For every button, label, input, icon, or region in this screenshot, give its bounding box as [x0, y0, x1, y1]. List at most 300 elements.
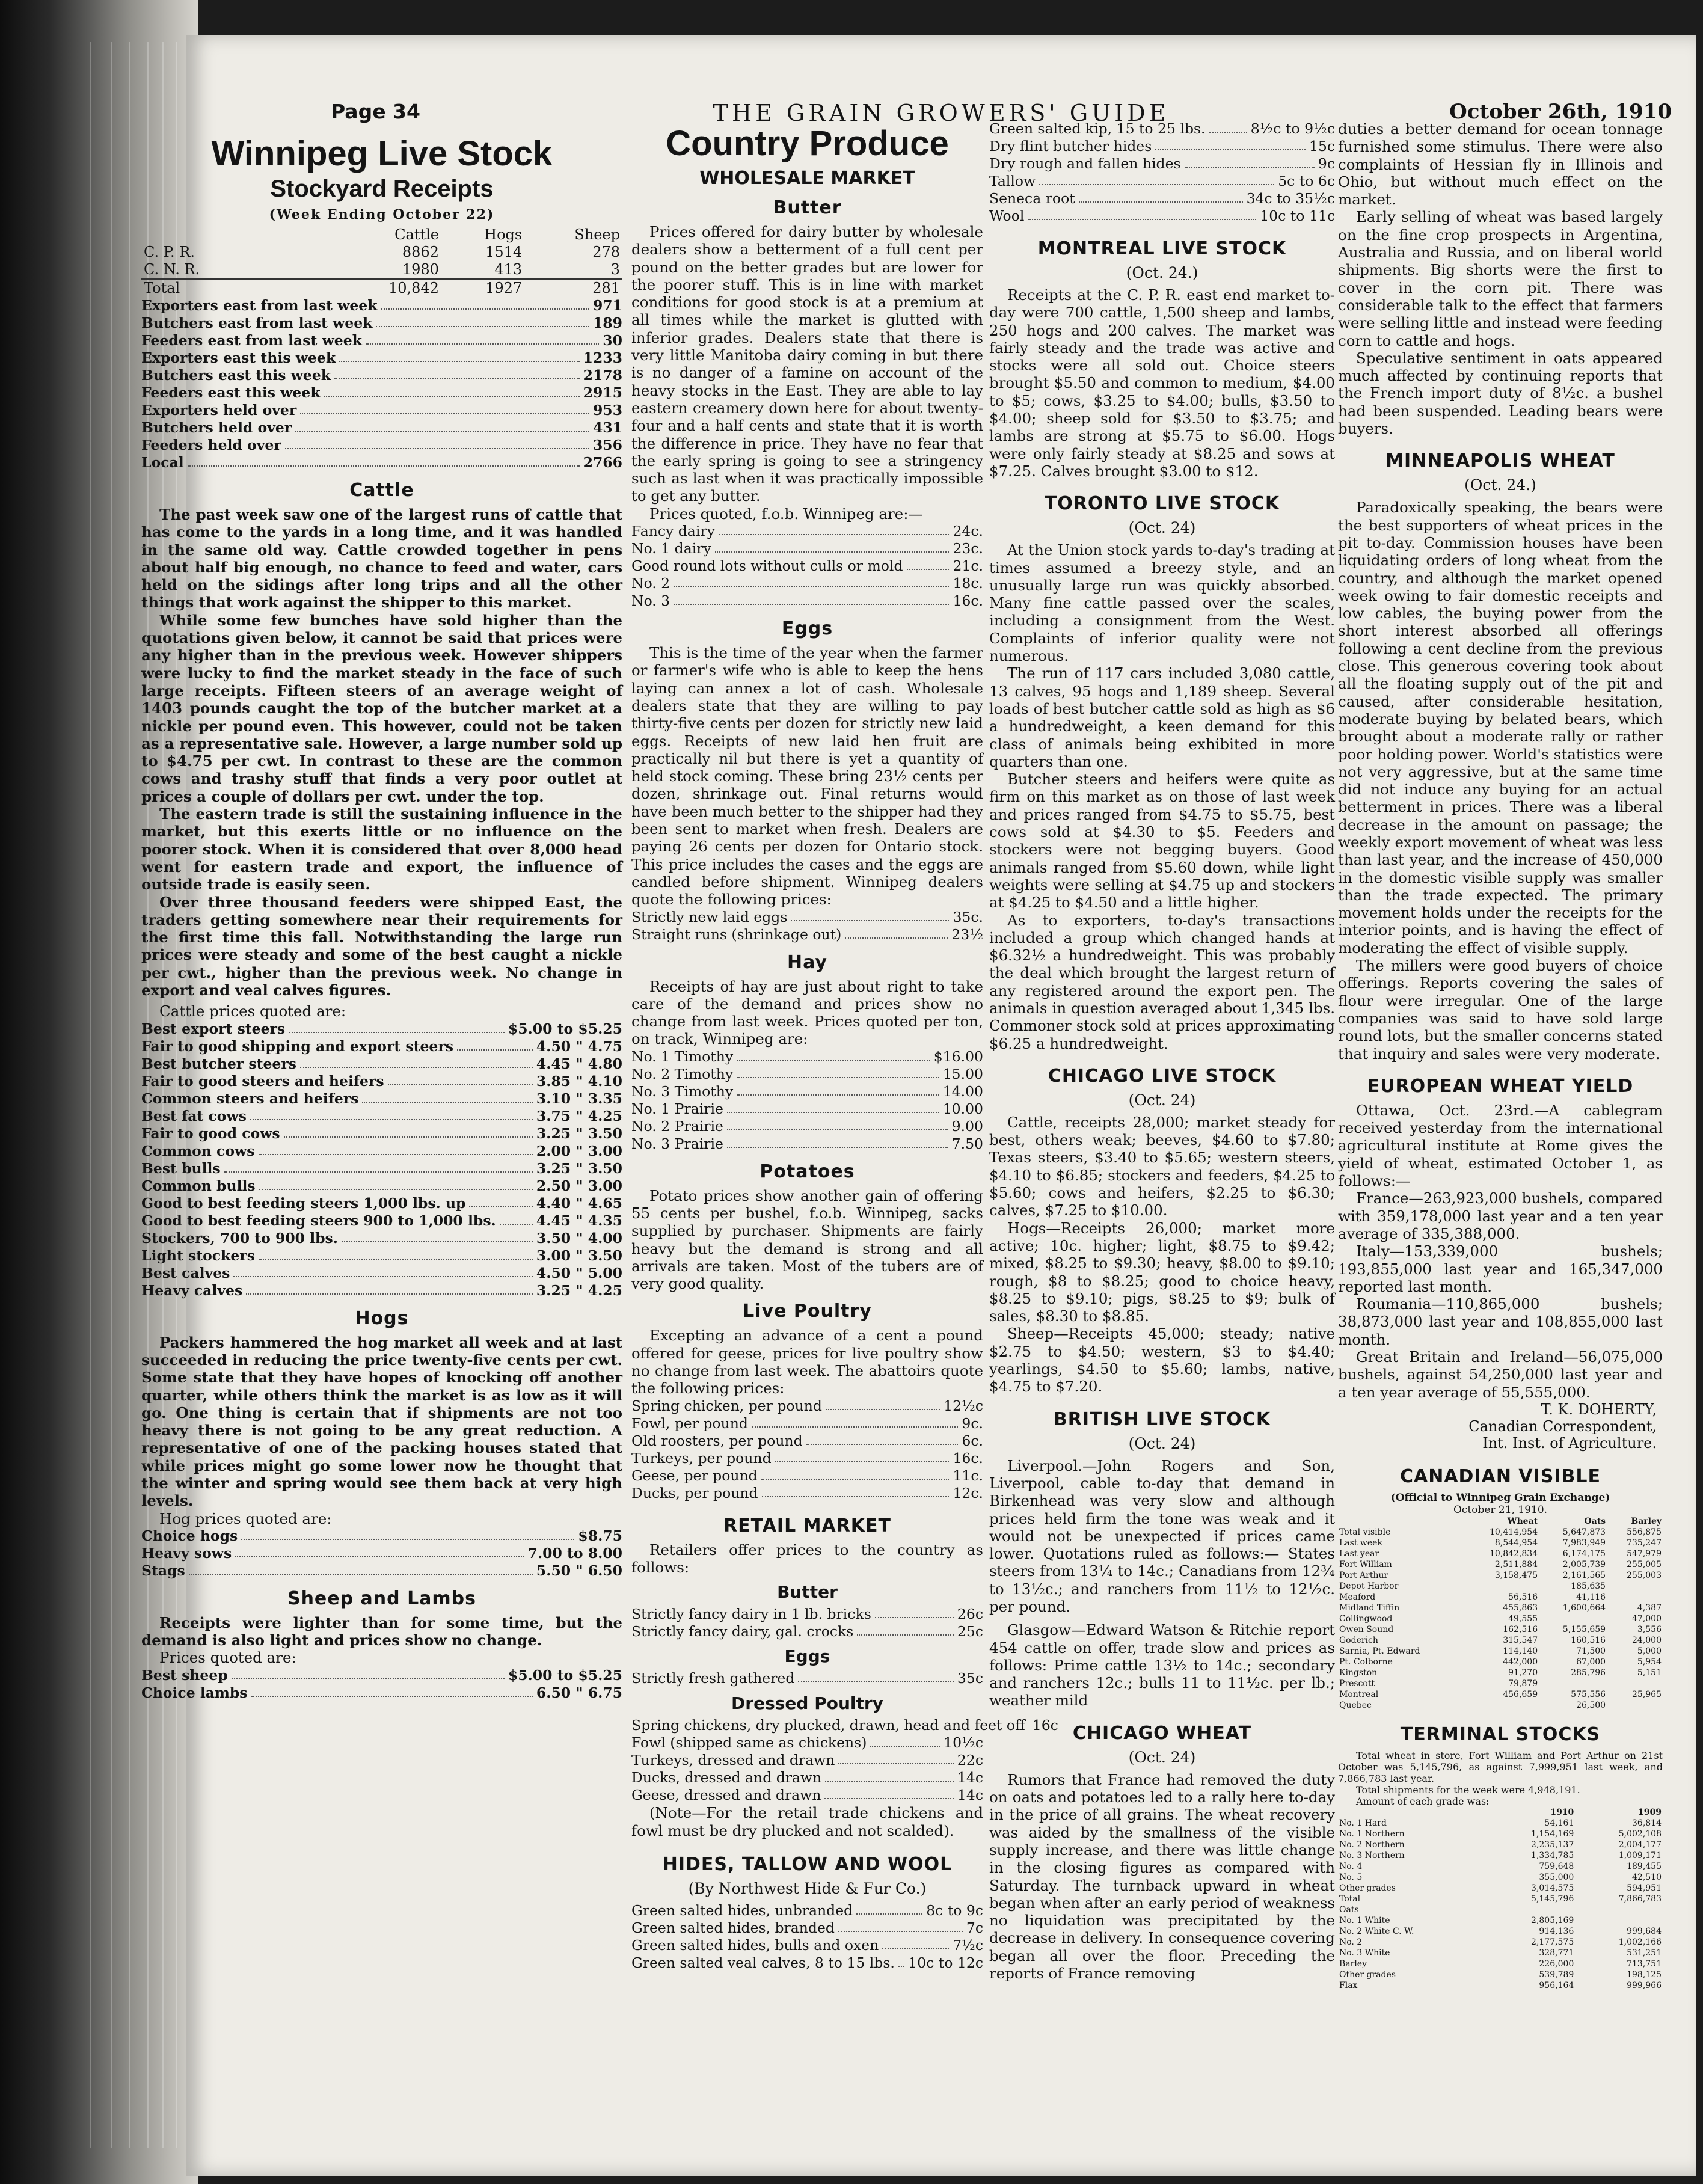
- price-row: [141, 384, 622, 402]
- total-row: Total 10,842 1927 281: [141, 279, 622, 297]
- hay-heading: Hay: [787, 951, 827, 973]
- price-row: [141, 1108, 622, 1125]
- price-value: 4.50 " 4.75: [536, 1037, 622, 1055]
- table-row: [1338, 1635, 1663, 1646]
- table-cell: 713,751: [1627, 1959, 1662, 1969]
- price-label: Stockers, 700 to 900 lbs.: [141, 1229, 338, 1247]
- table-cell: 255,003: [1627, 1570, 1662, 1580]
- price-row: [989, 173, 1335, 190]
- table-cell: 42,510: [1632, 1872, 1662, 1882]
- retail-market-heading: RETAIL MARKET: [723, 1515, 892, 1536]
- hides-price-list-continued: [989, 120, 1335, 225]
- table-cell: No. 1 White: [1339, 1915, 1390, 1925]
- table-cell: Fort William: [1339, 1559, 1392, 1569]
- table-cell: 575,556: [1571, 1689, 1606, 1699]
- retail-butter-heading: Butter: [777, 1582, 838, 1603]
- terminal-paragraph: Total wheat in store, Fort William and Port Arthur on 21st October was 5,145,796, as against 7,999,951 last week, and 7,866,783 last year.: [1338, 1749, 1663, 1784]
- table-row: [1338, 1872, 1663, 1883]
- price-label: Dry rough and fallen hides: [989, 155, 1181, 172]
- table-cell: Depot Harbor: [1339, 1581, 1399, 1591]
- price-value: 30: [603, 332, 622, 349]
- price-row: [631, 1450, 983, 1467]
- price-value: 10½c: [944, 1734, 983, 1752]
- retail-butter-price-list: [631, 1606, 983, 1640]
- table-cell: 36,814: [1632, 1818, 1662, 1828]
- article-paragraph: Over three thousand feeders were shipped East, the traders getting somewhere near their requirements for the first time this fall. Notwithstanding the large run prices were steady and some of the best caught a nickle per cwt., higher than the previous week. No change in export and veal calves figures.: [141, 893, 622, 999]
- table-cell: 3,556: [1637, 1624, 1662, 1634]
- dressed-poultry-note: (Note—For the retail trade chickens and fowl must be dry plucked and not scalded).: [631, 1804, 983, 1839]
- price-row: [141, 419, 622, 437]
- article-paragraph: Speculative sentiment in oats appeared much affected by continuing reports that the French import duty of 8½c. a bushel had been suspended. Leading bears were buyers.: [1338, 349, 1663, 438]
- table-cell: Last week: [1339, 1538, 1382, 1548]
- price-row: [141, 1265, 622, 1282]
- article-paragraph: While some few bunches have sold higher than the quotations given below, it cannot be said that prices were any higher than in the previous week. However shippers were lucky to find the market steady in the face of such large receipts. Fifteen steers of an average weight of 1403 pounds caught the top of the butcher market at a nickle per pound even. This however, could not be taken as a representative sale. However, a large number sold up to $4.75 per cwt. In contrast to these are the common cows and trashy stuff that finds a very poor outlet at prices a couple of dollars per cwt. under the top.: [141, 611, 622, 805]
- table-cell: 26,500: [1576, 1700, 1606, 1710]
- table-cell: [1607, 1678, 1663, 1689]
- price-value: 14c: [957, 1769, 983, 1787]
- table-cell: No. 2: [1339, 1937, 1363, 1947]
- price-label: Spring chickens, dry plucked, drawn, head and feet off: [631, 1717, 1025, 1734]
- price-value: 5.50 " 6.50: [536, 1562, 622, 1579]
- hides-source: (By Northwest Hide & Fur Co.): [688, 1879, 927, 1897]
- table-cell: [1539, 1678, 1607, 1689]
- table-cell: 455,863: [1503, 1603, 1538, 1613]
- article-paragraph: This is the time of the year when the farmer or farmer's wife who is able to keep the hens laying can annex a lot of cash. Wholesale dealers state that they are willing to pay thirty-five cents per dozen for strictly new laid eggs. Receipts of new laid hen fruit are practically nil but there is yet a quantity of held stock coming. These bring 23½ cents per dozen, shrinkage out. Final returns would have been much better to the shipper had they been sent to market when fresh. Dealers are paying 26 cents per dozen for Ontario stock. This price includes the cases and the eggs are candled before shipment. Winnipeg dealers quote the following prices:: [631, 644, 983, 909]
- price-value: 10c to 12c: [908, 1954, 983, 1971]
- price-value: 21c.: [953, 557, 983, 575]
- table-cell: [1338, 1807, 1488, 1818]
- table-cell: 5,155,659: [1562, 1624, 1606, 1634]
- table-cell: [1607, 1581, 1663, 1592]
- price-value: 3.50 " 4.00: [536, 1229, 622, 1247]
- price-row: [631, 1432, 983, 1450]
- price-value: 7.50: [951, 1135, 983, 1152]
- table-row: [1338, 1700, 1663, 1711]
- table-cell: 315,547: [1503, 1635, 1538, 1645]
- live-poultry-heading: Live Poultry: [743, 1301, 872, 1322]
- retail-eggs-price-list: [631, 1670, 983, 1687]
- price-value: 23½: [951, 925, 983, 943]
- article-paragraph: Receipts at the C. P. R. east end market to-day were 700 cattle, 1,500 sheep and lambs, 250 hogs and 200 calves. The market was fairly steady and the trade was active and stocks were all sold out. Choice steers brought $5.50 and common to medium, $4.00 to $5; cows, $3.25 to $4.00; bulls, $3.50 to $4.00; sheep sold for $3.50 to $3.75; and lambs are strong at $5.75 to $6.00. Hogs were only fairly steady at $8.25 and sows at $7.25. Calves brought $3.00 to $12.: [989, 286, 1335, 480]
- article-paragraph: Butcher steers and heifers were quite as firm on this market as on those of last week and prices ranged from $4.75 to $5.75, best cows sold at $4.30 to $5. Feeders and stockers were not begging buyers. Good animals ranged from $5.60 down, while light weights were selling at $4.75 up and stockers at $4.25 to $4.50 and a little higher.: [989, 770, 1335, 912]
- table-cell: 442,000: [1503, 1657, 1538, 1667]
- price-label: Best bulls: [141, 1159, 221, 1177]
- table-cell: 1,334,785: [1531, 1850, 1574, 1860]
- table-cell: 456,659: [1503, 1689, 1538, 1699]
- table-cell: [1463, 1581, 1539, 1592]
- chicago-wheat-heading: CHICAGO WHEAT: [1072, 1722, 1252, 1744]
- table-cell: 1,600,664: [1562, 1603, 1606, 1613]
- table-cell: 914,136: [1539, 1926, 1574, 1936]
- price-row: [141, 454, 622, 471]
- table-row: [1338, 1527, 1663, 1538]
- table-row: [1338, 1548, 1663, 1559]
- price-label: Choice lambs: [141, 1684, 248, 1701]
- article-paragraph: Rumors that France had removed the duty on oats and potatoes led to a rally here to-day in the price of all grains. The wheat recovery was aided by the smallness of the visible supply increase, and there was little change in the closing figures as compared with Saturday. The turnback upward in wheat began when after an early period of weakness no liquidation was precipitated by the decrease in delivery. In consequence covering began all over the floor. Preceding the reports of France removing: [989, 1770, 1335, 1983]
- price-row: [631, 1919, 983, 1937]
- cattle-price-list: [141, 1020, 622, 1299]
- table-row: [1338, 1829, 1663, 1839]
- price-label: Strictly fresh gathered: [631, 1670, 795, 1687]
- price-value: 2.00 " 3.00: [536, 1142, 622, 1159]
- table-cell: 160,516: [1571, 1635, 1606, 1645]
- table-cell: 226,000: [1539, 1959, 1574, 1969]
- table-row: [1338, 1959, 1663, 1969]
- table-cell: 3,158,475: [1494, 1570, 1538, 1580]
- price-label: Geese, dressed and drawn: [631, 1787, 821, 1804]
- table-row: [1338, 1937, 1663, 1948]
- table-row: [1338, 1850, 1663, 1861]
- price-label: Exporters east from last week: [141, 297, 378, 314]
- price-row: [141, 1055, 622, 1073]
- movements-list: [141, 297, 622, 471]
- price-label: Green salted hides, bulls and oxen: [631, 1936, 879, 1954]
- table-row: [1338, 1904, 1663, 1915]
- price-row: [631, 540, 983, 557]
- price-value: 3.85 " 4.10: [536, 1072, 622, 1090]
- table-row: [1338, 1883, 1663, 1894]
- price-value: 2915: [583, 384, 622, 401]
- signature-org: Int. Inst. of Agriculture.: [1482, 1434, 1657, 1452]
- table-header-row: [1338, 1516, 1663, 1527]
- european-wheat-heading: EUROPEAN WHEAT YIELD: [1367, 1075, 1634, 1097]
- table-row: [1338, 1926, 1663, 1937]
- table-cell: Montreal: [1339, 1689, 1379, 1699]
- price-label: Heavy sows: [141, 1544, 232, 1562]
- price-row: [141, 314, 622, 332]
- article-paragraph: Receipts of hay are just about right to take care of the demand and prices show no change from last week. Prices quoted per ton, on track, Winnipeg are:: [631, 977, 983, 1048]
- price-row: [141, 1684, 622, 1702]
- price-value: 9c.: [962, 1414, 983, 1432]
- article-paragraph: Early selling of wheat was based largely on the fine crop prospects in Argentina, Australia and Russia, and on liberal world shipments. Big shorts were the first to cover in the corn pit. There was considerable talk to the effect that farmers were selling little and instead were feeding corn to cattle and hogs.: [1338, 208, 1663, 349]
- price-row: [631, 1118, 983, 1135]
- price-row: [141, 1667, 622, 1684]
- price-row: [631, 1135, 983, 1153]
- price-value: 10c to 11c: [1260, 207, 1335, 224]
- price-label: Butchers east this week: [141, 367, 331, 384]
- price-label: Spring chicken, per pound: [631, 1397, 822, 1414]
- table-cell: 185,635: [1571, 1581, 1606, 1591]
- price-value: 971: [592, 297, 622, 314]
- article-paragraph: Receipts were lighter than for some time, but the demand is also light and prices show no change.: [141, 1613, 622, 1649]
- price-row: [141, 1545, 622, 1562]
- price-row: [631, 1415, 983, 1432]
- table-row: [1338, 1646, 1663, 1657]
- column-grain-reports: [1338, 120, 1663, 1991]
- hog-prices-intro: Hog prices quoted are:: [159, 1509, 332, 1527]
- price-row: [989, 190, 1335, 207]
- table-cell: 3,014,575: [1531, 1883, 1574, 1893]
- price-label: No. 3: [631, 592, 670, 610]
- table-cell: 328,771: [1539, 1948, 1574, 1958]
- table-cell: No. 2 Northern: [1339, 1839, 1405, 1850]
- price-value: 16c.: [953, 1449, 983, 1467]
- price-row: [141, 1090, 622, 1108]
- price-label: Turkeys, dressed and drawn: [631, 1752, 835, 1769]
- price-row: [631, 575, 983, 592]
- price-row: [631, 1769, 983, 1787]
- price-label: Exporters east this week: [141, 349, 336, 366]
- price-label: Feeders east this week: [141, 384, 321, 401]
- price-label: Wool: [989, 207, 1025, 224]
- table-cell: 1,002,166: [1618, 1937, 1662, 1947]
- article-paragraph: The eastern trade is still the sustaining influence in the market, but this exerts little or no influence on the poorer stock. When it is considered that over 8,000 head went for eastern trade and export, the influence of outside trade is easily seen.: [141, 805, 622, 894]
- table-cell: 1,154,169: [1531, 1829, 1574, 1839]
- price-row: [631, 1606, 983, 1623]
- table-row: [1338, 1613, 1663, 1624]
- price-value: 5c to 6c: [1278, 173, 1335, 189]
- price-row: [141, 1177, 622, 1195]
- price-label: No. 2: [631, 575, 670, 592]
- table-cell: 2,161,565: [1562, 1570, 1606, 1580]
- table-cell: 49,555: [1508, 1613, 1538, 1624]
- price-row: [631, 1066, 983, 1083]
- price-value: 10.00: [942, 1100, 983, 1117]
- table-row: [1338, 1948, 1663, 1959]
- table-cell: 556,875: [1627, 1527, 1662, 1537]
- price-label: Best calves: [141, 1264, 230, 1281]
- masthead: THE GRAIN GROWERS' GUIDE: [713, 100, 1170, 126]
- section-subtitle: Stockyard Receipts: [270, 176, 494, 202]
- canadian-visible-source: (Official to Winnipeg Grain Exchange): [1390, 1491, 1610, 1504]
- price-row: [631, 1752, 983, 1769]
- eggs-heading: Eggs: [781, 618, 833, 640]
- article-paragraph: At the Union stock yards to-day's trading at times assumed a breezy style, and an unusually large run was quickly absorbed. Many fine cattle passed over the scales, including a consignment from the West. Complaints of inferior quality were not numerous.: [989, 541, 1335, 665]
- price-value: 26c: [957, 1606, 983, 1623]
- price-label: Common bulls: [141, 1177, 256, 1194]
- table-cell: 5,002,108: [1618, 1829, 1662, 1839]
- article-paragraph: France—263,923,000 bushels, compared with 359,178,000 last year and a ten year average of 335,388,000.: [1338, 1189, 1663, 1242]
- price-value: 189: [592, 314, 622, 331]
- price-label: Exporters held over: [141, 402, 297, 419]
- table-row: [1338, 1538, 1663, 1548]
- price-row: [141, 1282, 622, 1299]
- table-cell: 547,979: [1627, 1548, 1662, 1559]
- price-value: 6c.: [962, 1432, 983, 1449]
- table-cell: No. 2 White C. W.: [1339, 1926, 1414, 1936]
- table-cell: 162,516: [1503, 1624, 1538, 1634]
- price-row: [141, 1038, 622, 1055]
- table-header-row: [1338, 1807, 1663, 1818]
- signature-block: [1338, 1401, 1663, 1452]
- price-label: Fair to good shipping and export steers: [141, 1037, 453, 1055]
- table-cell: Port Arthur: [1339, 1570, 1388, 1580]
- price-row: [631, 1954, 983, 1972]
- table-row: [1338, 1678, 1663, 1689]
- price-value: 2178: [583, 367, 622, 384]
- article-paragraph: Glasgow—Edward Watson & Ritchie report 454 cattle on offer, trade slow and prices as follows: Prime cattle 13½ to 14c.; secondary and ranchers 12c.; bulls 11 to 11½c. per lb.; weather mild: [989, 1621, 1335, 1710]
- table-cell: 5,145,796: [1531, 1894, 1574, 1904]
- price-label: Green salted kip, 15 to 25 lbs.: [989, 120, 1206, 137]
- price-label: No. 2 Timothy: [631, 1065, 734, 1082]
- price-value: 16c.: [953, 592, 983, 610]
- table-cell: Barley: [1631, 1516, 1662, 1526]
- price-row: [631, 1902, 983, 1919]
- price-row: [631, 1467, 983, 1485]
- table-cell: No. 1 Hard: [1339, 1818, 1387, 1828]
- table-cell: [1488, 1904, 1576, 1915]
- price-value: 15c: [1309, 138, 1335, 155]
- price-value: 23c.: [953, 540, 983, 557]
- price-value: $16.00: [933, 1048, 983, 1065]
- table-cell: Last year: [1339, 1548, 1379, 1559]
- price-row: [141, 1195, 622, 1212]
- table-cell: 1,009,171: [1618, 1850, 1662, 1860]
- price-value: $8.75: [578, 1527, 622, 1544]
- table-row: [1338, 1667, 1663, 1678]
- price-row: [989, 120, 1335, 138]
- article-paragraph: Paradoxically speaking, the bears were the best supporters of wheat prices in the pit to-day. Commission houses have been liquidating orders of long wheat from the country, and although the market opened week owing to fair domestic receipts and low cables, the buying power from the short interest absorbed all offerings following a cent decline from the previous close. This generous covering took about all the floating supply out of the pit and caused, after considerable hesitation, moderate buying by belated bears, which brought about a moderate rally or rather poor holding power. World's statistics were not very aggressive, but at the same time did not induce any buying for an actual betterment in prices. There was a liberal decrease in the amount on passage; the weekly export movement of wheat was less than last year, and the increase of 450,000 in the domestic visible supply was smaller than the trade expected. The primary movement holds under the receipts for the interior points, and is having the effect of moderating the effect of visible supply.: [1338, 498, 1663, 957]
- sheep-prices-intro: Prices quoted are:: [159, 1649, 296, 1667]
- table-cell: 531,251: [1627, 1948, 1662, 1958]
- table-cell: 1910: [1550, 1807, 1574, 1817]
- dressed-poultry-heading: Dressed Poultry: [731, 1693, 883, 1714]
- hides-price-list: [631, 1902, 983, 1972]
- price-row: [141, 1143, 622, 1160]
- price-label: Fowl, per pound: [631, 1414, 748, 1432]
- table-cell: Owen Sound: [1339, 1624, 1394, 1634]
- price-row: [141, 297, 622, 314]
- price-value: 4.40 " 4.65: [536, 1194, 622, 1212]
- table-cell: Other grades: [1339, 1883, 1396, 1893]
- table-cell: [1607, 1700, 1663, 1711]
- table-cell: 41,116: [1576, 1592, 1606, 1602]
- canadian-visible-table: [1338, 1516, 1663, 1711]
- minneapolis-date: (Oct. 24.): [1464, 476, 1536, 494]
- chicago-date: (Oct. 24): [1128, 1091, 1196, 1109]
- table-cell: 6,174,175: [1562, 1548, 1606, 1559]
- table-cell: 79,879: [1508, 1678, 1538, 1689]
- price-label: Good to best feeding steers 1,000 lbs. up: [141, 1194, 466, 1212]
- table-cell: [1539, 1613, 1607, 1624]
- table-row: [1338, 1969, 1663, 1980]
- price-value: 1233: [583, 349, 622, 366]
- price-value: 2.50 " 3.00: [536, 1177, 622, 1194]
- chicago-live-stock-heading: CHICAGO LIVE STOCK: [1048, 1065, 1277, 1087]
- table-cell: 189,455: [1627, 1861, 1662, 1871]
- table-cell: 67,000: [1576, 1657, 1606, 1667]
- price-row: [141, 1020, 622, 1038]
- potatoes-heading: Potatoes: [759, 1161, 855, 1182]
- price-label: Fowl (shipped same as chickens): [631, 1734, 867, 1752]
- cattle-heading: Cattle: [349, 480, 414, 501]
- price-row: [631, 1670, 983, 1687]
- price-label: Ducks, dressed and drawn: [631, 1769, 822, 1787]
- signature-name: T. K. DOHERTY,: [1541, 1400, 1657, 1418]
- price-label: Strictly fancy dairy in 1 lb. bricks: [631, 1606, 871, 1623]
- price-label: Fair to good cows: [141, 1124, 280, 1142]
- table-row: C. N. R. 1980 413 3: [144, 261, 620, 278]
- table-cell: 355,000: [1539, 1872, 1574, 1882]
- table-cell: Quebec: [1339, 1700, 1372, 1710]
- butter-heading: Butter: [773, 197, 842, 218]
- price-value: 12c.: [953, 1484, 983, 1502]
- price-row: [141, 402, 622, 419]
- table-cell: [1575, 1904, 1663, 1915]
- table-cell: 54,161: [1544, 1818, 1574, 1828]
- price-value: 22c: [957, 1752, 983, 1769]
- table-cell: 4,387: [1637, 1603, 1662, 1613]
- price-value: 6.50 " 6.75: [536, 1684, 622, 1701]
- table-row: [1338, 1581, 1663, 1592]
- price-row: [631, 592, 983, 610]
- price-value: 7½c: [953, 1936, 983, 1954]
- price-label: Dry flint butcher hides: [989, 138, 1152, 155]
- table-row: [1338, 1559, 1663, 1570]
- price-value: 3.10 " 3.35: [536, 1090, 622, 1107]
- table-cell: 255,005: [1627, 1559, 1662, 1569]
- table-cell: Meaford: [1339, 1592, 1376, 1602]
- table-cell: No. 3 White: [1339, 1948, 1390, 1958]
- price-label: Old roosters, per pound: [631, 1432, 803, 1449]
- table-cell: Sarnia, Pt. Edward: [1339, 1646, 1420, 1656]
- price-label: Stags: [141, 1562, 185, 1579]
- table-cell: 2,805,169: [1531, 1915, 1574, 1925]
- hog-price-list: [141, 1527, 622, 1580]
- price-value: 14c: [957, 1787, 983, 1804]
- table-cell: 47,000: [1632, 1613, 1662, 1624]
- table-cell: 5,954: [1637, 1657, 1662, 1667]
- price-label: Green salted hides, unbranded: [631, 1901, 853, 1919]
- canadian-visible-heading: CANADIAN VISIBLE: [1399, 1465, 1601, 1487]
- table-cell: 735,247: [1627, 1538, 1662, 1548]
- price-label: Seneca root: [989, 190, 1075, 207]
- terminal-stocks-heading: TERMINAL STOCKS: [1400, 1723, 1601, 1745]
- price-value: 14.00: [942, 1082, 983, 1100]
- table-cell: 114,140: [1503, 1646, 1538, 1656]
- table-row: [1338, 1818, 1663, 1829]
- price-row: [631, 1485, 983, 1502]
- article-paragraph: Hogs—Receipts 26,000; market more active; 10c. higher; light, $8.75 to $9.42; mixed, $8.25 to $9.30; heavy, $8.00 to $9.10; rough, $8 to $8.25; good to choice heavy, $8.25 to $9.10; pigs, $8.25 to $9; bulk of sales, $8.30 to $8.85.: [989, 1219, 1335, 1325]
- price-value: 2766: [583, 454, 622, 471]
- article-paragraph: Potato prices show another gain of offering 55 cents per bushel, f.o.b. Winnipeg, sacks supplied by purchaser. Shipments are fairly heavy but the demand is strong and all arrivals are taken. Most of the tubers are of very good quality.: [631, 1186, 983, 1293]
- table-cell: Collingwood: [1339, 1613, 1393, 1624]
- price-label: Green salted veal calves, 8 to 15 lbs.: [631, 1954, 895, 1971]
- price-row: [989, 155, 1335, 173]
- price-value: 431: [592, 419, 622, 436]
- retail-eggs-heading: Eggs: [784, 1646, 830, 1667]
- price-value: 8c to 9c: [926, 1901, 983, 1919]
- article-paragraph: Prices offered for dairy butter by wholesale dealers show a betterment of a full cent per pound on the better grades but are lower for the poorer stuff. This is in line with market conditions for good stock is at a premium at all times while the market is glutted with inferior grades. Dealers state that there is very little Manitoba dairy coming in but there is no danger of a famine on account of the heavy stocks in the East. They are able to lay eastern creamery down here for about twenty-four and a half cents and state that it is worth the difference in price. They have no fear that the early spring is going to see a stringency such as last when it was practically impossible to get any butter.: [631, 223, 983, 505]
- price-value: 4.50 " 5.00: [536, 1264, 622, 1281]
- table-cell: 539,789: [1539, 1969, 1574, 1980]
- table-cell: 956,164: [1539, 1980, 1574, 1990]
- price-label: Strictly new laid eggs: [631, 908, 788, 925]
- price-label: Best export steers: [141, 1020, 286, 1037]
- price-label: Butchers held over: [141, 419, 292, 436]
- price-label: Ducks, per pound: [631, 1484, 758, 1502]
- price-label: Light stockers: [141, 1247, 255, 1264]
- table-row: [1338, 1689, 1663, 1700]
- price-label: Local: [141, 454, 184, 471]
- table-cell: 2,235,137: [1531, 1839, 1574, 1850]
- section-title: Country Produce: [666, 124, 949, 163]
- hay-price-list: [631, 1048, 983, 1153]
- table-cell: 2,004,177: [1618, 1839, 1662, 1850]
- montreal-date: (Oct. 24.): [1126, 264, 1198, 281]
- table-cell: Kingston: [1339, 1667, 1378, 1678]
- table-cell: [1607, 1592, 1663, 1603]
- british-live-stock-heading: BRITISH LIVE STOCK: [1053, 1408, 1271, 1430]
- price-value: 9c: [1318, 155, 1335, 172]
- article-paragraph: As to exporters, to-day's transactions included a group which changed hands at $6.32½ a hundredweight. This was probably the deal which brought the largest return of any registered around the export pen. The animals in question averaged about 1,345 lbs. Commoner stock sold at prices approximating $6.25 a hundredweight.: [989, 911, 1335, 1052]
- price-label: Fancy dairy: [631, 523, 715, 540]
- price-row: [631, 1734, 983, 1752]
- price-value: 15.00: [942, 1065, 983, 1082]
- price-label: Geese, per pound: [631, 1467, 758, 1484]
- table-row: [1338, 1894, 1663, 1904]
- table-cell: No. 5: [1339, 1872, 1363, 1882]
